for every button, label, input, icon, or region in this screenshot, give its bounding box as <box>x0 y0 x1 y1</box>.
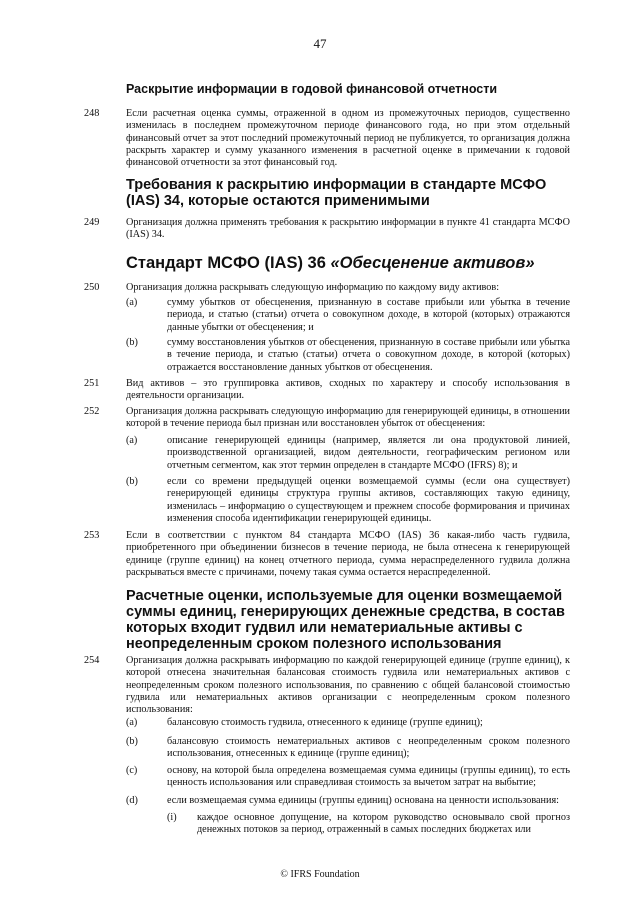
heading-ias36-prefix: Стандарт МСФО (IAS) 36 <box>126 254 331 272</box>
list-label: (a) <box>126 435 138 446</box>
list-label: (b) <box>126 476 138 487</box>
list-label: (b) <box>126 736 138 747</box>
list-text: если возмещаемая сумма единицы (группы единиц) основана на ценности использования: <box>167 795 559 806</box>
heading-ias34-requirements: Требования к раскрытию информации в стандарте МСФО (IAS) 34, которые остаются применимыми <box>126 177 547 209</box>
paragraph-text: Если в соответствии с пунктом 84 стандарта МСФО (IAS) 36 какая-либо часть гудвила, приобретенного при объединении бизнесов в течение периода, не была отнесена к генерирующей единице (группе единиц) на конец отчетного периода, сумма нераспределенного гудвила должна раскрываться вместе с причинами, почему такая сумма остается нераспределенной. <box>126 530 570 578</box>
list-text: если со времени предыдущей оценки возмещаемой суммы (если она существует) генерирующей единицы структура группы активов, составляющих такую единицу, изменилась – информацию о существующем и прежнем способе формирования и причинах изменения способа идентификации генерирующей единицы. <box>167 476 570 524</box>
heading-ias36-title: «Обесценение активов» <box>330 254 535 272</box>
paragraph-number: 253 <box>84 530 100 541</box>
sublist-label: (i) <box>167 812 177 823</box>
list-text: балансовую стоимость нематериальных активов с неопределенным сроком полезного использования, отнесенных к единице (группе единиц); <box>167 736 570 760</box>
list-label: (c) <box>126 765 138 776</box>
list-label: (a) <box>126 717 138 728</box>
list-text: сумму убытков от обесценения, признанную в составе прибыли или убытка в течение периода, и статью (статьи) отчета о совокупном доходе, в которой (которых) отражаются данные убытки от обесценения; и <box>167 297 570 333</box>
paragraph-text: Организация должна применять требования к раскрытию информации в пункте 41 стандарта МСФО (IAS) 34. <box>126 217 570 241</box>
paragraph-text: Вид активов – это группировка активов, сходных по характеру и способу использования в деятельности организации. <box>126 378 570 402</box>
paragraph-text: Если расчетная оценка суммы, отраженной в одном из промежуточных периодов, существенно изменилась в последнем промежуточном периоде финансового года, но при этом отдельный финансовый отчет за этот последний промежуточный период не публикуется, то организация должна раскрыть характер и сумму указанного изменения в расчетной оценке в примечании к годовой финансовой отчетности за этот финансовый год. <box>126 108 570 169</box>
heading-ias36 <box>126 254 571 272</box>
heading-estimates: Расчетные оценки, используемые для оценки возмещаемой суммы единиц, генерирующих денежные средства, в состав которых входит гудвил или нематериальные активы с неопределенным сроком полезного использования <box>126 588 565 652</box>
list-text: основу, на которой была определена возмещаемая сумма единицы (группы единиц), то есть ценность использования или справедливая стоимость за вычетом затрат на выбытие; <box>167 765 570 789</box>
paragraph-number: 250 <box>84 282 100 293</box>
paragraph-number: 254 <box>84 655 100 666</box>
sublist-text: каждое основное допущение, на котором руководство основывало свой прогноз денежных потоков за период, отраженный в самых последних бюджетах или <box>197 812 570 836</box>
list-text: описание генерирующей единицы (например, является ли она продуктовой линией, производственной организацией, видом деятельности, географическим регионом или отчетным сегментом, как этот термин определен в стандарте МСФО (IFRS) 8); и <box>167 435 570 471</box>
paragraph-number: 249 <box>84 217 100 228</box>
list-label: (a) <box>126 297 138 308</box>
paragraph-text: Организация должна раскрывать информацию по каждой генерирующей единице (группе единиц), к которой отнесена значительная балансовая стоимость гудвила или нематериальных активов с неопределенным сроком полезного использования, по сравнению с общей балансовой стоимостью гудвила или нематериальных активов организации с неопределенным сроком полезного использования: <box>126 655 570 716</box>
paragraph-number: 251 <box>84 378 100 389</box>
paragraph-number: 252 <box>84 406 100 417</box>
list-text: балансовую стоимость гудвила, отнесенного к единице (группе единиц); <box>167 717 483 728</box>
list-label: (d) <box>126 795 138 806</box>
paragraph-text: Организация должна раскрывать следующую информацию по каждому виду активов: <box>126 282 500 293</box>
list-text: сумму восстановления убытков от обесценения, признанную в составе прибыли или убытка в течение периода, и статью (статьи) отчета о совокупном доходе, в которой (которых) отражается восстановление данных убытков от обесценения. <box>167 337 570 373</box>
heading-annual-disclosure: Раскрытие информации в годовой финансовой отчетности <box>126 82 498 96</box>
footer-copyright: © IFRS Foundation <box>280 869 360 880</box>
paragraph-text: Организация должна раскрывать следующую информацию для генерирующей единицы, в отношении которой в течение периода был признан или восстановлен убыток от обесценения: <box>126 406 570 430</box>
page-number: 47 <box>313 36 327 51</box>
list-label: (b) <box>126 337 138 348</box>
paragraph-number: 248 <box>84 108 100 119</box>
